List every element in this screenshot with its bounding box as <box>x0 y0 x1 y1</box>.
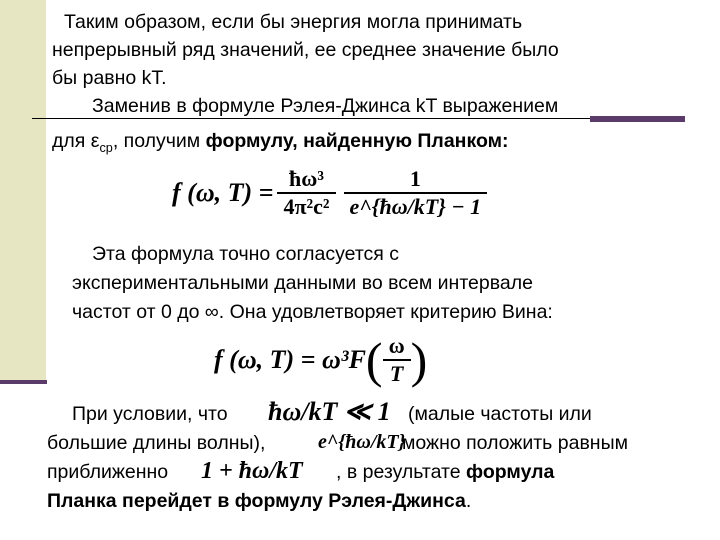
p4-line4 <box>47 488 471 514</box>
wien-den: T <box>389 361 404 386</box>
p4-line3-bold: формула <box>466 461 555 483</box>
p2-line2 <box>52 128 509 161</box>
p1-line1: Таким образом, если бы энергия могла принимать <box>64 11 523 33</box>
p2-bold: формулу, найденную Планком: <box>205 130 509 152</box>
left-paren: ( <box>365 332 383 388</box>
p4-line3-prefix: приближенно <box>47 461 169 483</box>
slide-sidebar <box>0 0 46 382</box>
p3-line2: экспериментальными данными во всем интервале <box>72 272 533 294</box>
planck-num1: ħω³ <box>277 166 335 194</box>
p2-prefix: для ε <box>52 130 100 152</box>
p1-line2: непрерывный ряд значений, ее среднее значение было <box>52 39 559 61</box>
p2-subscript: ср <box>99 140 113 155</box>
p3-line1: Эта формула точно согласуется с <box>92 243 400 265</box>
planck-fraction-2 <box>344 166 488 220</box>
p2-middle: , получим <box>112 130 206 152</box>
p4-line1-prefix: При условии, что <box>72 403 228 425</box>
right-paren: ) <box>410 332 428 388</box>
wien-num: ω <box>383 333 411 361</box>
p4-exp-math: e^{ħω/kT} <box>318 431 406 453</box>
p1-line3: бы равно kT. <box>52 67 167 89</box>
wien-formula <box>214 330 489 390</box>
wien-fraction <box>383 333 411 387</box>
p3-line3: частот от 0 до ∞. Она удовлетворяет критерию Вина: <box>72 301 553 323</box>
planck-den1: 4π²c² <box>283 194 330 219</box>
p4-approx-math: 1 + ħω/kT <box>201 458 303 484</box>
planck-formula <box>172 158 532 228</box>
p4-line3-suffix <box>336 459 554 485</box>
planck-num2: 1 <box>344 166 488 194</box>
p2-line1: Заменив в формуле Рэлея-Джинса kT выражением <box>92 95 559 117</box>
p4-line2-prefix: большие длины волны), <box>47 432 266 454</box>
p4-line4-bold: Планка перейдет в формулу Рэлея-Джинса <box>47 490 466 512</box>
sidebar-accent-line <box>0 380 47 384</box>
wien-lhs: f (ω, T) = ω³F <box>214 345 366 374</box>
p4-line4-end: . <box>465 490 472 512</box>
p4-condition-math: ħω/kT ≪ 1 <box>268 397 391 426</box>
planck-den2: e^{ħω/kT} − 1 <box>349 194 482 219</box>
planck-lhs: f (ω, T) = <box>172 178 274 207</box>
p4-line3-middle: , в результате <box>336 461 467 483</box>
p4-line1-suffix: (малые частоты или <box>408 403 592 425</box>
p4-line2-suffix: можно положить равным <box>402 432 628 454</box>
planck-fraction-1 <box>277 166 335 220</box>
accent-rule <box>590 116 685 122</box>
